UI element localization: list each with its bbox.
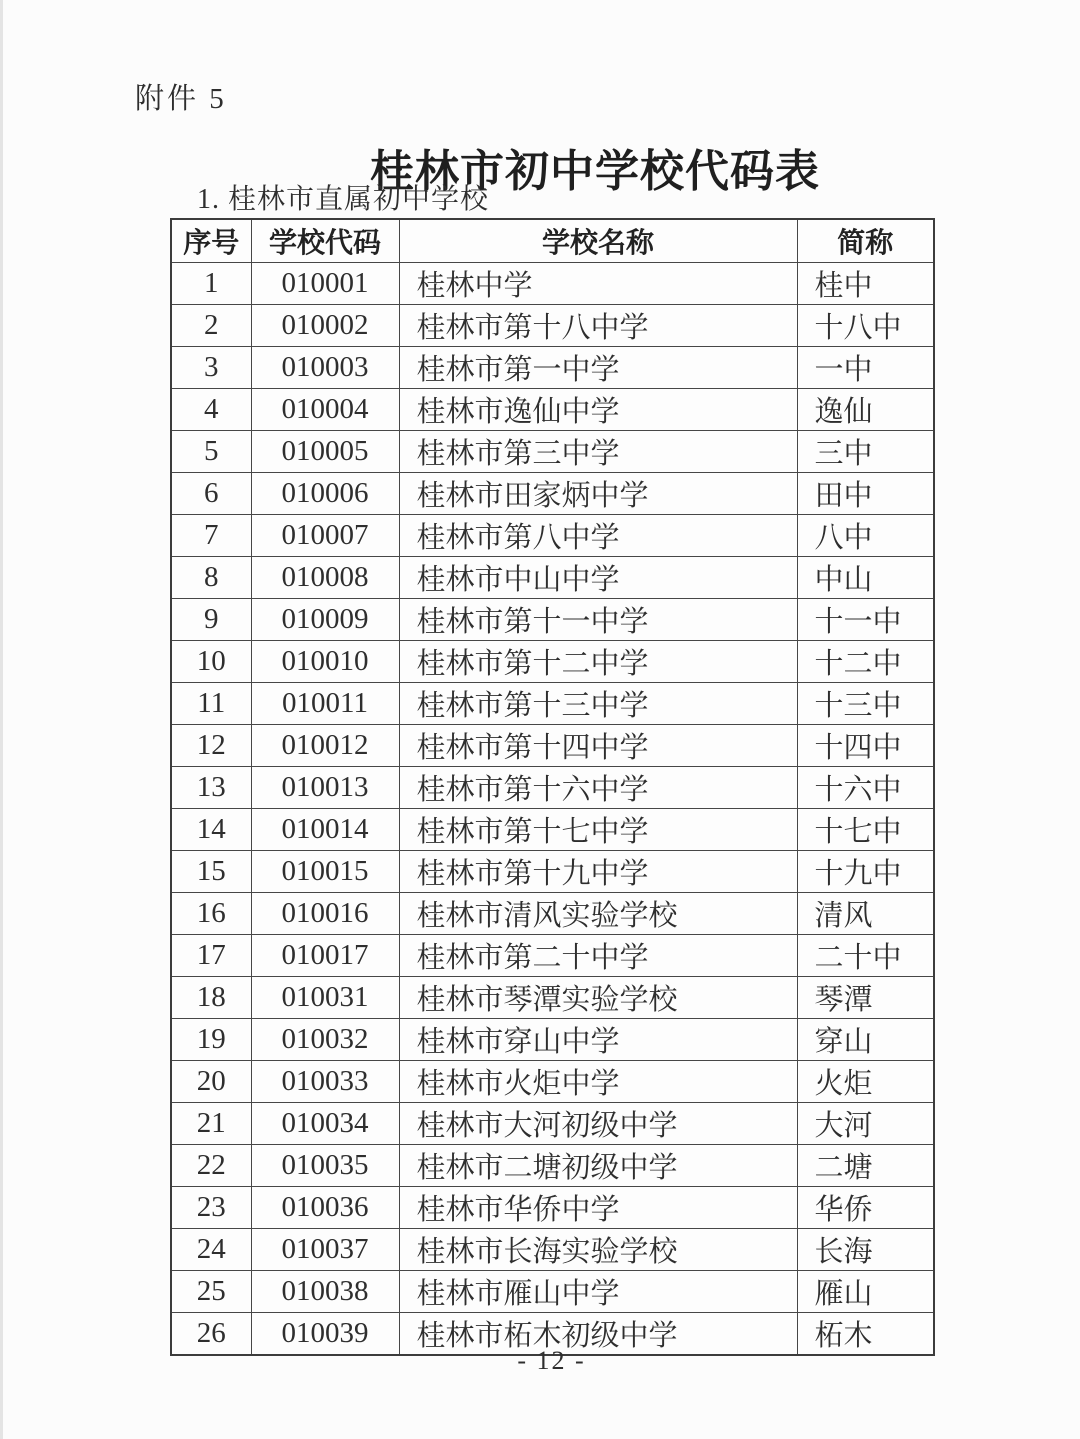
cell-code: 010006	[251, 473, 399, 515]
school-code-table	[170, 218, 935, 1356]
cell-name: 桂林市逸仙中学	[399, 389, 797, 431]
cell-name: 桂林市火炬中学	[399, 1061, 797, 1103]
cell-short: 十八中	[797, 305, 934, 347]
cell-short: 大河	[797, 1103, 934, 1145]
cell-code: 010012	[251, 725, 399, 767]
table-row	[171, 473, 934, 515]
cell-name: 桂林市第十三中学	[399, 683, 797, 725]
cell-seq: 12	[171, 725, 251, 767]
attachment-label: 附件 5	[135, 83, 227, 115]
page-title: 桂林市初中学校代码表	[370, 147, 820, 197]
cell-name: 桂林市第十四中学	[399, 725, 797, 767]
cell-name: 桂林市第十二中学	[399, 641, 797, 683]
table-row	[171, 641, 934, 683]
cell-short: 穿山	[797, 1019, 934, 1061]
cell-short: 雁山	[797, 1271, 934, 1313]
table-body	[171, 263, 934, 1356]
cell-code: 010031	[251, 977, 399, 1019]
cell-short: 二塘	[797, 1145, 934, 1187]
table-row	[171, 767, 934, 809]
table-row	[171, 935, 934, 977]
scan-edge-artifact	[0, 0, 3, 1439]
cell-name: 桂林市柘木初级中学	[399, 1313, 797, 1356]
table-row	[171, 683, 934, 725]
cell-seq: 2	[171, 305, 251, 347]
column-header-seq: 序号	[171, 219, 251, 263]
cell-short: 八中	[797, 515, 934, 557]
cell-short: 十七中	[797, 809, 934, 851]
table-row	[171, 851, 934, 893]
cell-name: 桂林市第十七中学	[399, 809, 797, 851]
cell-seq: 23	[171, 1187, 251, 1229]
cell-seq: 26	[171, 1313, 251, 1356]
table-row	[171, 1103, 934, 1145]
table-row	[171, 977, 934, 1019]
cell-code: 010034	[251, 1103, 399, 1145]
cell-code: 010002	[251, 305, 399, 347]
cell-seq: 13	[171, 767, 251, 809]
cell-seq: 6	[171, 473, 251, 515]
cell-seq: 5	[171, 431, 251, 473]
cell-code: 010003	[251, 347, 399, 389]
cell-short: 十九中	[797, 851, 934, 893]
table-row	[171, 347, 934, 389]
cell-short: 长海	[797, 1229, 934, 1271]
cell-name: 桂林市第十九中学	[399, 851, 797, 893]
cell-code: 010001	[251, 263, 399, 305]
cell-short: 十一中	[797, 599, 934, 641]
cell-short: 桂中	[797, 263, 934, 305]
table-row	[171, 1145, 934, 1187]
cell-seq: 8	[171, 557, 251, 599]
cell-code: 010004	[251, 389, 399, 431]
table-row	[171, 1187, 934, 1229]
cell-seq: 20	[171, 1061, 251, 1103]
cell-seq: 1	[171, 263, 251, 305]
cell-code: 010013	[251, 767, 399, 809]
table-row	[171, 305, 934, 347]
table-row	[171, 809, 934, 851]
cell-code: 010035	[251, 1145, 399, 1187]
cell-code: 010037	[251, 1229, 399, 1271]
cell-short: 清风	[797, 893, 934, 935]
table-row	[171, 893, 934, 935]
cell-seq: 17	[171, 935, 251, 977]
cell-code: 010008	[251, 557, 399, 599]
cell-short: 逸仙	[797, 389, 934, 431]
cell-name: 桂林中学	[399, 263, 797, 305]
cell-seq: 14	[171, 809, 251, 851]
cell-code: 010038	[251, 1271, 399, 1313]
table-row	[171, 725, 934, 767]
table-row	[171, 389, 934, 431]
cell-seq: 25	[171, 1271, 251, 1313]
cell-seq: 7	[171, 515, 251, 557]
cell-short: 柘木	[797, 1313, 934, 1356]
table-header-row	[171, 219, 934, 263]
cell-seq: 18	[171, 977, 251, 1019]
cell-short: 中山	[797, 557, 934, 599]
cell-short: 十四中	[797, 725, 934, 767]
cell-name: 桂林市第十一中学	[399, 599, 797, 641]
cell-name: 桂林市田家炳中学	[399, 473, 797, 515]
column-header-short: 简称	[797, 219, 934, 263]
cell-code: 010036	[251, 1187, 399, 1229]
cell-code: 010007	[251, 515, 399, 557]
table-row	[171, 1271, 934, 1313]
cell-short: 三中	[797, 431, 934, 473]
table-row	[171, 431, 934, 473]
cell-name: 桂林市第二十中学	[399, 935, 797, 977]
cell-code: 010017	[251, 935, 399, 977]
cell-code: 010015	[251, 851, 399, 893]
cell-short: 十三中	[797, 683, 934, 725]
cell-name: 桂林市雁山中学	[399, 1271, 797, 1313]
cell-name: 桂林市长海实验学校	[399, 1229, 797, 1271]
cell-short: 华侨	[797, 1187, 934, 1229]
cell-seq: 11	[171, 683, 251, 725]
cell-seq: 4	[171, 389, 251, 431]
cell-code: 010014	[251, 809, 399, 851]
table-row	[171, 1061, 934, 1103]
column-header-name: 学校名称	[399, 219, 797, 263]
table-row	[171, 1019, 934, 1061]
cell-code: 010039	[251, 1313, 399, 1356]
cell-name: 桂林市大河初级中学	[399, 1103, 797, 1145]
cell-short: 火炬	[797, 1061, 934, 1103]
cell-code: 010011	[251, 683, 399, 725]
column-header-code: 学校代码	[251, 219, 399, 263]
cell-name: 桂林市第一中学	[399, 347, 797, 389]
cell-name: 桂林市第八中学	[399, 515, 797, 557]
cell-seq: 24	[171, 1229, 251, 1271]
cell-name: 桂林市华侨中学	[399, 1187, 797, 1229]
cell-code: 010033	[251, 1061, 399, 1103]
cell-seq: 9	[171, 599, 251, 641]
cell-short: 一中	[797, 347, 934, 389]
cell-name: 桂林市第三中学	[399, 431, 797, 473]
cell-code: 010032	[251, 1019, 399, 1061]
section-label: 1. 桂林市直属初中学校	[197, 184, 490, 215]
cell-short: 二十中	[797, 935, 934, 977]
cell-code: 010016	[251, 893, 399, 935]
cell-name: 桂林市中山中学	[399, 557, 797, 599]
cell-name: 桂林市第十六中学	[399, 767, 797, 809]
cell-seq: 21	[171, 1103, 251, 1145]
cell-code: 010009	[251, 599, 399, 641]
cell-seq: 10	[171, 641, 251, 683]
cell-name: 桂林市第十八中学	[399, 305, 797, 347]
cell-seq: 3	[171, 347, 251, 389]
cell-name: 桂林市穿山中学	[399, 1019, 797, 1061]
cell-seq: 15	[171, 851, 251, 893]
cell-seq: 16	[171, 893, 251, 935]
page-number: - 12 -	[517, 1346, 586, 1375]
table-row	[171, 1229, 934, 1271]
cell-short: 十六中	[797, 767, 934, 809]
cell-seq: 19	[171, 1019, 251, 1061]
cell-seq: 22	[171, 1145, 251, 1187]
cell-short: 十二中	[797, 641, 934, 683]
cell-name: 桂林市琴潭实验学校	[399, 977, 797, 1019]
cell-short: 田中	[797, 473, 934, 515]
cell-code: 010005	[251, 431, 399, 473]
table-row	[171, 557, 934, 599]
table-row	[171, 263, 934, 305]
cell-code: 010010	[251, 641, 399, 683]
table-row	[171, 515, 934, 557]
table-row	[171, 599, 934, 641]
cell-short: 琴潭	[797, 977, 934, 1019]
cell-name: 桂林市二塘初级中学	[399, 1145, 797, 1187]
cell-name: 桂林市清风实验学校	[399, 893, 797, 935]
